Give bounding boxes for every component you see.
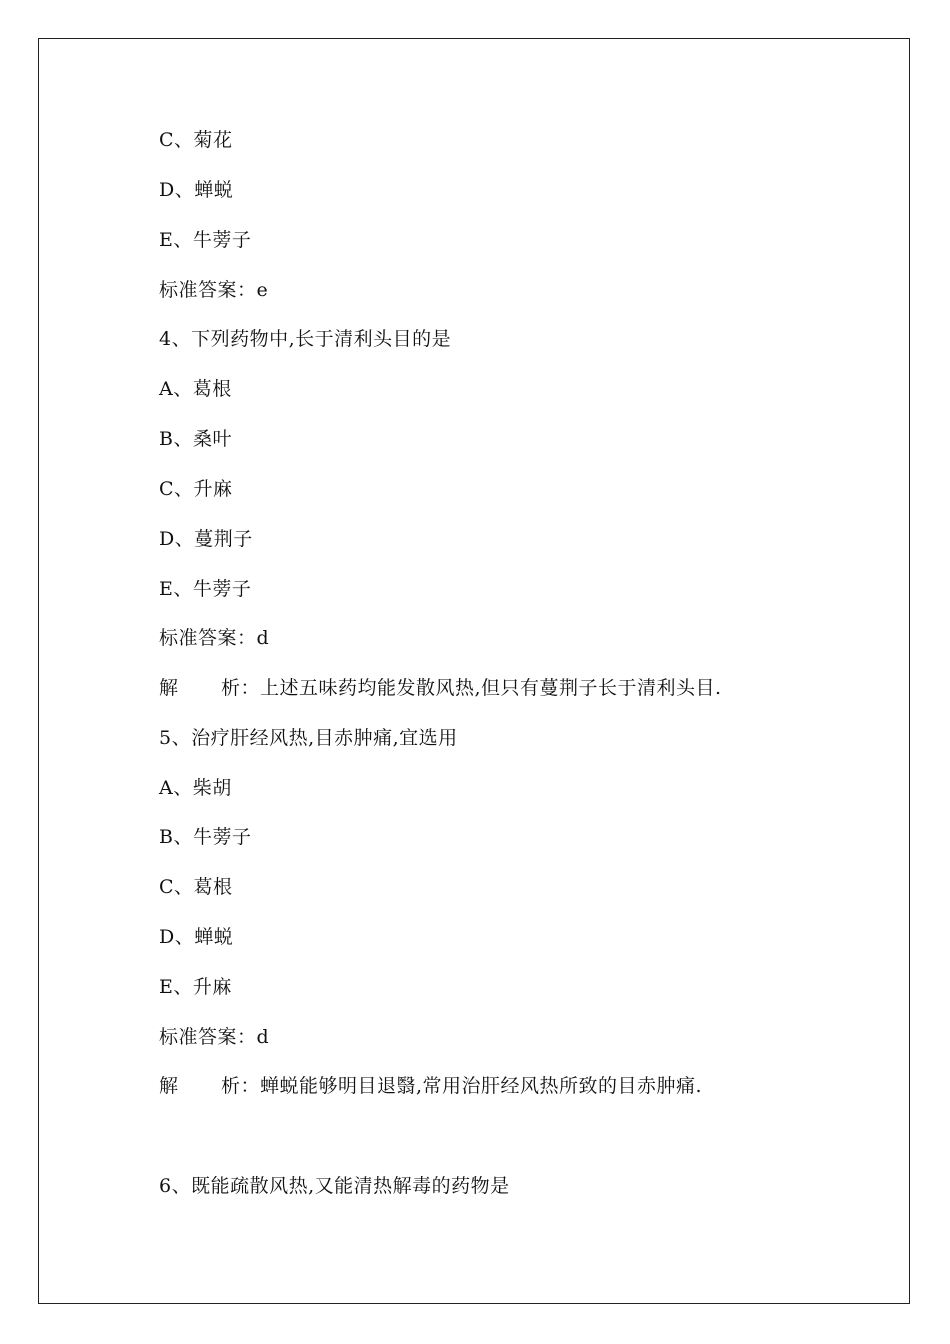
q4-explanation-label-start: 解 (159, 677, 179, 699)
q5-stem: 5、治疗肝经风热,目赤肿痛,宜选用 (159, 727, 458, 749)
q5-explanation-label-start: 解 (159, 1075, 179, 1097)
q6-stem: 6、既能疏散风热,又能清热解毒的药物是 (159, 1175, 510, 1197)
q4-explanation-text: 析：上述五味药均能发散风热,但只有蔓荆子长于清利头目. (221, 677, 722, 699)
q3-option-c: C、菊花 (159, 129, 233, 151)
q5-option-b: B、牛蒡子 (159, 826, 252, 848)
q4-option-c: C、升麻 (159, 478, 233, 500)
q5-standard-answer: 标准答案：d (159, 1026, 270, 1048)
q5-option-e: E、升麻 (159, 976, 232, 998)
q3-option-d: D、蝉蜕 (159, 179, 234, 201)
q5-explanation (159, 1074, 702, 1098)
q4-option-a: A、葛根 (159, 378, 232, 400)
q5-option-a: A、柴胡 (159, 777, 232, 799)
q4-standard-answer: 标准答案：d (159, 627, 270, 649)
q4-explanation (159, 676, 722, 700)
q3-option-e: E、牛蒡子 (159, 229, 252, 251)
q5-explanation-text: 析：蝉蜕能够明目退翳,常用治肝经风热所致的目赤肿痛. (221, 1075, 703, 1097)
q4-option-e: E、牛蒡子 (159, 578, 252, 600)
q5-option-d: D、蝉蜕 (159, 926, 234, 948)
q3-standard-answer: 标准答案：e (159, 279, 269, 301)
q4-option-d: D、蔓荆子 (159, 528, 253, 550)
q5-option-c: C、葛根 (159, 876, 233, 898)
q4-stem: 4、下列药物中,长于清利头目的是 (159, 328, 452, 350)
q4-option-b: B、桑叶 (159, 428, 232, 450)
